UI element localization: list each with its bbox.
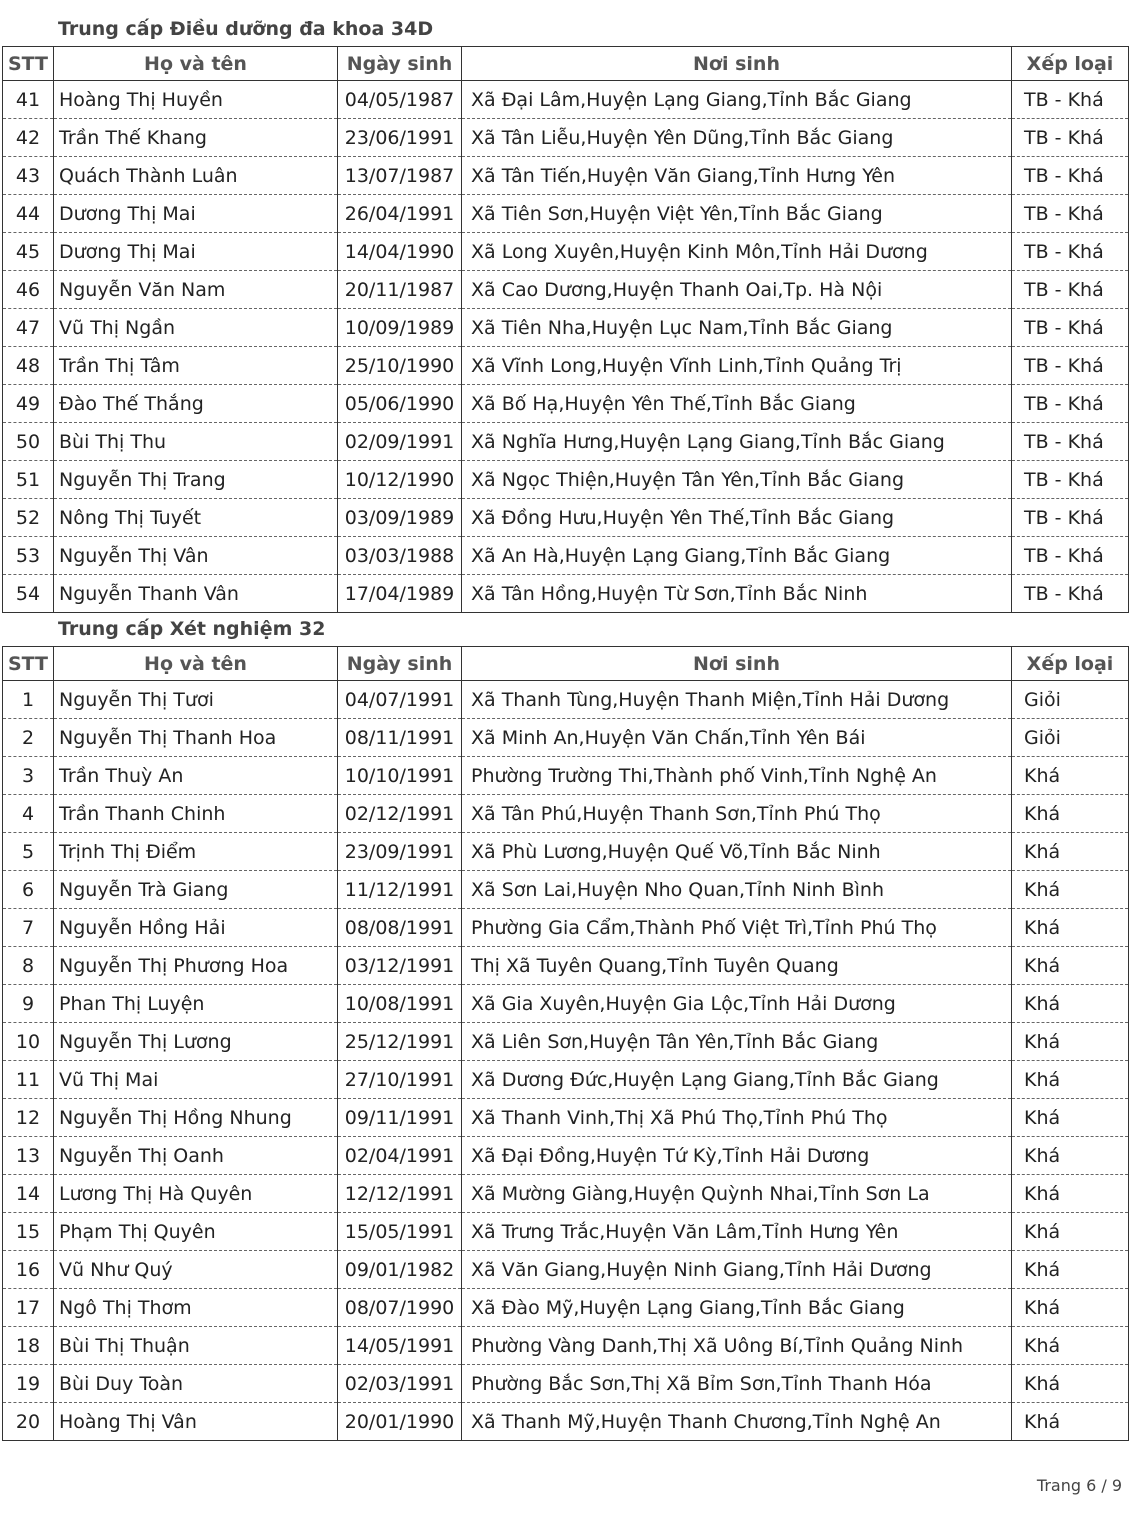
cell-dob: 08/07/1990 xyxy=(338,1289,462,1327)
cell-stt: 42 xyxy=(3,119,54,157)
header-stt: STT xyxy=(3,647,54,681)
cell-name: Trần Thuỳ An xyxy=(54,757,338,795)
cell-place: Xã Long Xuyên,Huyện Kinh Môn,Tỉnh Hải Dương xyxy=(462,233,1012,271)
table-row xyxy=(3,1137,1129,1175)
cell-name: Ngô Thị Thơm xyxy=(54,1289,338,1327)
cell-name: Bùi Thị Thuận xyxy=(54,1327,338,1365)
cell-place: Phường Trường Thi,Thành phố Vinh,Tỉnh Nghệ An xyxy=(462,757,1012,795)
table-row xyxy=(3,719,1129,757)
cell-rank: Khá xyxy=(1012,833,1129,871)
student-table xyxy=(2,46,1129,613)
cell-rank: TB - Khá xyxy=(1012,499,1129,537)
cell-dob: 03/03/1988 xyxy=(338,537,462,575)
cell-rank: TB - Khá xyxy=(1012,81,1129,119)
cell-place: Xã Văn Giang,Huyện Ninh Giang,Tỉnh Hải Dương xyxy=(462,1251,1012,1289)
cell-rank: Khá xyxy=(1012,1023,1129,1061)
cell-place: Xã Đồng Hưu,Huyện Yên Thế,Tỉnh Bắc Giang xyxy=(462,499,1012,537)
cell-rank: Khá xyxy=(1012,1251,1129,1289)
cell-dob: 20/01/1990 xyxy=(338,1403,462,1441)
table-body xyxy=(3,681,1129,1441)
table-row xyxy=(3,271,1129,309)
cell-place: Xã Trưng Trắc,Huyện Văn Lâm,Tỉnh Hưng Yên xyxy=(462,1213,1012,1251)
table-row xyxy=(3,575,1129,613)
cell-stt: 54 xyxy=(3,575,54,613)
cell-rank: Khá xyxy=(1012,757,1129,795)
cell-place: Xã Dương Đức,Huyện Lạng Giang,Tỉnh Bắc Giang xyxy=(462,1061,1012,1099)
cell-rank: TB - Khá xyxy=(1012,119,1129,157)
cell-dob: 10/09/1989 xyxy=(338,309,462,347)
cell-stt: 44 xyxy=(3,195,54,233)
header-rank: Xếp loại xyxy=(1012,647,1129,681)
table-row xyxy=(3,157,1129,195)
cell-place: Xã Sơn Lai,Huyện Nho Quan,Tỉnh Ninh Bình xyxy=(462,871,1012,909)
cell-rank: Khá xyxy=(1012,947,1129,985)
table-row xyxy=(3,1327,1129,1365)
cell-stt: 5 xyxy=(3,833,54,871)
cell-dob: 04/05/1987 xyxy=(338,81,462,119)
cell-place: Xã Tân Hồng,Huyện Từ Sơn,Tỉnh Bắc Ninh xyxy=(462,575,1012,613)
cell-dob: 10/08/1991 xyxy=(338,985,462,1023)
cell-place: Xã Gia Xuyên,Huyện Gia Lộc,Tỉnh Hải Dương xyxy=(462,985,1012,1023)
cell-dob: 27/10/1991 xyxy=(338,1061,462,1099)
cell-rank: Khá xyxy=(1012,871,1129,909)
cell-rank: Khá xyxy=(1012,1175,1129,1213)
cell-name: Trần Thế Khang xyxy=(54,119,338,157)
cell-dob: 02/09/1991 xyxy=(338,423,462,461)
section-dieu-duong-34d xyxy=(2,12,1128,613)
cell-stt: 12 xyxy=(3,1099,54,1137)
table-row xyxy=(3,1251,1129,1289)
cell-dob: 11/12/1991 xyxy=(338,871,462,909)
cell-rank: Khá xyxy=(1012,1137,1129,1175)
cell-place: Xã Đại Lâm,Huyện Lạng Giang,Tỉnh Bắc Giang xyxy=(462,81,1012,119)
cell-stt: 20 xyxy=(3,1403,54,1441)
cell-rank: TB - Khá xyxy=(1012,195,1129,233)
cell-place: Xã Thanh Mỹ,Huyện Thanh Chương,Tỉnh Nghệ An xyxy=(462,1403,1012,1441)
cell-name: Nguyễn Văn Nam xyxy=(54,271,338,309)
table-row xyxy=(3,1099,1129,1137)
cell-rank: Khá xyxy=(1012,1061,1129,1099)
table-row xyxy=(3,985,1129,1023)
cell-place: Xã Tân Tiến,Huyện Văn Giang,Tỉnh Hưng Yên xyxy=(462,157,1012,195)
header-name: Họ và tên xyxy=(54,647,338,681)
table-row xyxy=(3,119,1129,157)
cell-name: Đào Thế Thắng xyxy=(54,385,338,423)
cell-rank: Khá xyxy=(1012,909,1129,947)
table-header-row xyxy=(3,647,1129,681)
cell-rank: Khá xyxy=(1012,1213,1129,1251)
cell-name: Nguyễn Thị Oanh xyxy=(54,1137,338,1175)
cell-dob: 02/04/1991 xyxy=(338,1137,462,1175)
table-row xyxy=(3,681,1129,719)
cell-stt: 6 xyxy=(3,871,54,909)
cell-name: Hoàng Thị Huyền xyxy=(54,81,338,119)
cell-stt: 48 xyxy=(3,347,54,385)
cell-dob: 13/07/1987 xyxy=(338,157,462,195)
header-dob: Ngày sinh xyxy=(338,647,462,681)
header-place: Nơi sinh xyxy=(462,47,1012,81)
table-row xyxy=(3,537,1129,575)
cell-dob: 02/03/1991 xyxy=(338,1365,462,1403)
cell-name: Lương Thị Hà Quyên xyxy=(54,1175,338,1213)
cell-dob: 23/06/1991 xyxy=(338,119,462,157)
cell-name: Nguyễn Thị Tươi xyxy=(54,681,338,719)
table-row xyxy=(3,195,1129,233)
cell-name: Bùi Duy Toàn xyxy=(54,1365,338,1403)
cell-dob: 03/12/1991 xyxy=(338,947,462,985)
cell-name: Nguyễn Thị Vân xyxy=(54,537,338,575)
cell-dob: 03/09/1989 xyxy=(338,499,462,537)
table-row xyxy=(3,423,1129,461)
cell-place: Thị Xã Tuyên Quang,Tỉnh Tuyên Quang xyxy=(462,947,1012,985)
table-row xyxy=(3,1403,1129,1441)
cell-name: Trần Thanh Chinh xyxy=(54,795,338,833)
cell-place: Xã Minh An,Huyện Văn Chấn,Tỉnh Yên Bái xyxy=(462,719,1012,757)
table-header-row xyxy=(3,47,1129,81)
cell-place: Xã Mường Giàng,Huyện Quỳnh Nhai,Tỉnh Sơn La xyxy=(462,1175,1012,1213)
cell-rank: TB - Khá xyxy=(1012,309,1129,347)
header-stt: STT xyxy=(3,47,54,81)
cell-name: Bùi Thị Thu xyxy=(54,423,338,461)
cell-rank: TB - Khá xyxy=(1012,461,1129,499)
cell-name: Nguyễn Thị Trang xyxy=(54,461,338,499)
cell-place: Xã Tân Phú,Huyện Thanh Sơn,Tỉnh Phú Thọ xyxy=(462,795,1012,833)
cell-rank: TB - Khá xyxy=(1012,347,1129,385)
section-title: Trung cấp Điều dưỡng đa khoa 34D xyxy=(58,18,434,40)
cell-stt: 43 xyxy=(3,157,54,195)
cell-rank: TB - Khá xyxy=(1012,385,1129,423)
cell-place: Phường Vàng Danh,Thị Xã Uông Bí,Tỉnh Quảng Ninh xyxy=(462,1327,1012,1365)
table-row xyxy=(3,1023,1129,1061)
cell-stt: 52 xyxy=(3,499,54,537)
cell-place: Xã Nghĩa Hưng,Huyện Lạng Giang,Tỉnh Bắc Giang xyxy=(462,423,1012,461)
cell-rank: Khá xyxy=(1012,1099,1129,1137)
cell-name: Hoàng Thị Vân xyxy=(54,1403,338,1441)
cell-stt: 9 xyxy=(3,985,54,1023)
table-row xyxy=(3,909,1129,947)
table-row xyxy=(3,1061,1129,1099)
cell-dob: 20/11/1987 xyxy=(338,271,462,309)
header-place: Nơi sinh xyxy=(462,647,1012,681)
table-row xyxy=(3,1175,1129,1213)
cell-place: Phường Bắc Sơn,Thị Xã Bỉm Sơn,Tỉnh Thanh Hóa xyxy=(462,1365,1012,1403)
cell-stt: 19 xyxy=(3,1365,54,1403)
cell-place: Xã Thanh Vinh,Thị Xã Phú Thọ,Tỉnh Phú Thọ xyxy=(462,1099,1012,1137)
cell-rank: Khá xyxy=(1012,985,1129,1023)
cell-name: Nguyễn Thanh Vân xyxy=(54,575,338,613)
cell-dob: 08/11/1991 xyxy=(338,719,462,757)
header-name: Họ và tên xyxy=(54,47,338,81)
cell-dob: 14/04/1990 xyxy=(338,233,462,271)
cell-dob: 10/12/1990 xyxy=(338,461,462,499)
cell-rank: TB - Khá xyxy=(1012,271,1129,309)
cell-place: Xã Bố Hạ,Huyện Yên Thế,Tỉnh Bắc Giang xyxy=(462,385,1012,423)
cell-rank: TB - Khá xyxy=(1012,575,1129,613)
cell-stt: 11 xyxy=(3,1061,54,1099)
table-row xyxy=(3,757,1129,795)
cell-place: Xã Vĩnh Long,Huyện Vĩnh Linh,Tỉnh Quảng Trị xyxy=(462,347,1012,385)
cell-name: Dương Thị Mai xyxy=(54,195,338,233)
table-row xyxy=(3,309,1129,347)
cell-stt: 7 xyxy=(3,909,54,947)
table-row xyxy=(3,795,1129,833)
cell-stt: 49 xyxy=(3,385,54,423)
cell-dob: 25/12/1991 xyxy=(338,1023,462,1061)
cell-dob: 23/09/1991 xyxy=(338,833,462,871)
table-row xyxy=(3,1289,1129,1327)
cell-place: Xã Phù Lương,Huyện Quế Võ,Tỉnh Bắc Ninh xyxy=(462,833,1012,871)
cell-dob: 26/04/1991 xyxy=(338,195,462,233)
cell-stt: 51 xyxy=(3,461,54,499)
cell-name: Nguyễn Thị Phương Hoa xyxy=(54,947,338,985)
cell-place: Xã Cao Dương,Huyện Thanh Oai,Tp. Hà Nội xyxy=(462,271,1012,309)
cell-name: Vũ Thị Mai xyxy=(54,1061,338,1099)
cell-place: Xã Tiên Sơn,Huyện Việt Yên,Tỉnh Bắc Giang xyxy=(462,195,1012,233)
table-row xyxy=(3,347,1129,385)
cell-dob: 15/05/1991 xyxy=(338,1213,462,1251)
cell-dob: 14/05/1991 xyxy=(338,1327,462,1365)
cell-stt: 3 xyxy=(3,757,54,795)
cell-place: Xã Tân Liễu,Huyện Yên Dũng,Tỉnh Bắc Giang xyxy=(462,119,1012,157)
cell-stt: 18 xyxy=(3,1327,54,1365)
student-table xyxy=(2,646,1129,1441)
cell-name: Phạm Thị Quyên xyxy=(54,1213,338,1251)
cell-stt: 14 xyxy=(3,1175,54,1213)
cell-stt: 8 xyxy=(3,947,54,985)
cell-name: Trịnh Thị Điểm xyxy=(54,833,338,871)
cell-name: Nguyễn Thị Hồng Nhung xyxy=(54,1099,338,1137)
cell-stt: 50 xyxy=(3,423,54,461)
cell-place: Xã Liên Sơn,Huyện Tân Yên,Tỉnh Bắc Giang xyxy=(462,1023,1012,1061)
cell-rank: Giỏi xyxy=(1012,719,1129,757)
cell-rank: TB - Khá xyxy=(1012,423,1129,461)
cell-dob: 12/12/1991 xyxy=(338,1175,462,1213)
cell-dob: 17/04/1989 xyxy=(338,575,462,613)
cell-stt: 16 xyxy=(3,1251,54,1289)
cell-stt: 4 xyxy=(3,795,54,833)
table-body xyxy=(3,81,1129,613)
cell-rank: Khá xyxy=(1012,795,1129,833)
cell-stt: 46 xyxy=(3,271,54,309)
cell-name: Nguyễn Thị Lương xyxy=(54,1023,338,1061)
cell-name: Nguyễn Trà Giang xyxy=(54,871,338,909)
cell-place: Phường Gia Cẩm,Thành Phố Việt Trì,Tỉnh Phú Thọ xyxy=(462,909,1012,947)
cell-stt: 10 xyxy=(3,1023,54,1061)
table-row xyxy=(3,1213,1129,1251)
cell-rank: TB - Khá xyxy=(1012,157,1129,195)
cell-name: Trần Thị Tâm xyxy=(54,347,338,385)
cell-name: Phan Thị Luyện xyxy=(54,985,338,1023)
cell-dob: 25/10/1990 xyxy=(338,347,462,385)
header-dob: Ngày sinh xyxy=(338,47,462,81)
table-row xyxy=(3,947,1129,985)
cell-name: Vũ Như Quý xyxy=(54,1251,338,1289)
table-row xyxy=(3,461,1129,499)
cell-rank: Khá xyxy=(1012,1365,1129,1403)
table-row xyxy=(3,1365,1129,1403)
cell-name: Vũ Thị Ngần xyxy=(54,309,338,347)
cell-rank: TB - Khá xyxy=(1012,233,1129,271)
cell-stt: 41 xyxy=(3,81,54,119)
cell-stt: 2 xyxy=(3,719,54,757)
cell-place: Xã An Hà,Huyện Lạng Giang,Tỉnh Bắc Giang xyxy=(462,537,1012,575)
cell-name: Dương Thị Mai xyxy=(54,233,338,271)
cell-name: Nguyễn Hồng Hải xyxy=(54,909,338,947)
cell-stt: 53 xyxy=(3,537,54,575)
section-title: Trung cấp Xét nghiệm 32 xyxy=(58,618,326,640)
table-row xyxy=(3,871,1129,909)
section-xet-nghiem-32 xyxy=(2,612,1128,1441)
cell-name: Quách Thành Luân xyxy=(54,157,338,195)
cell-dob: 05/06/1990 xyxy=(338,385,462,423)
cell-dob: 08/08/1991 xyxy=(338,909,462,947)
cell-stt: 13 xyxy=(3,1137,54,1175)
cell-rank: Khá xyxy=(1012,1289,1129,1327)
table-row xyxy=(3,499,1129,537)
page-number: Trang 6 / 9 xyxy=(1036,1476,1122,1495)
cell-rank: Khá xyxy=(1012,1403,1129,1441)
table-row xyxy=(3,81,1129,119)
cell-stt: 1 xyxy=(3,681,54,719)
cell-stt: 17 xyxy=(3,1289,54,1327)
cell-place: Xã Đại Đồng,Huyện Tứ Kỳ,Tỉnh Hải Dương xyxy=(462,1137,1012,1175)
cell-place: Xã Thanh Tùng,Huyện Thanh Miện,Tỉnh Hải Dương xyxy=(462,681,1012,719)
cell-dob: 04/07/1991 xyxy=(338,681,462,719)
cell-stt: 45 xyxy=(3,233,54,271)
cell-dob: 09/01/1982 xyxy=(338,1251,462,1289)
cell-dob: 02/12/1991 xyxy=(338,795,462,833)
cell-stt: 15 xyxy=(3,1213,54,1251)
cell-place: Xã Ngọc Thiện,Huyện Tân Yên,Tỉnh Bắc Giang xyxy=(462,461,1012,499)
cell-rank: TB - Khá xyxy=(1012,537,1129,575)
cell-stt: 47 xyxy=(3,309,54,347)
cell-dob: 09/11/1991 xyxy=(338,1099,462,1137)
header-rank: Xếp loại xyxy=(1012,47,1129,81)
cell-rank: Giỏi xyxy=(1012,681,1129,719)
table-row xyxy=(3,233,1129,271)
table-row xyxy=(3,833,1129,871)
table-row xyxy=(3,385,1129,423)
cell-place: Xã Tiên Nha,Huyện Lục Nam,Tỉnh Bắc Giang xyxy=(462,309,1012,347)
cell-dob: 10/10/1991 xyxy=(338,757,462,795)
cell-name: Nguyễn Thị Thanh Hoa xyxy=(54,719,338,757)
cell-name: Nông Thị Tuyết xyxy=(54,499,338,537)
cell-rank: Khá xyxy=(1012,1327,1129,1365)
cell-place: Xã Đào Mỹ,Huyện Lạng Giang,Tỉnh Bắc Giang xyxy=(462,1289,1012,1327)
